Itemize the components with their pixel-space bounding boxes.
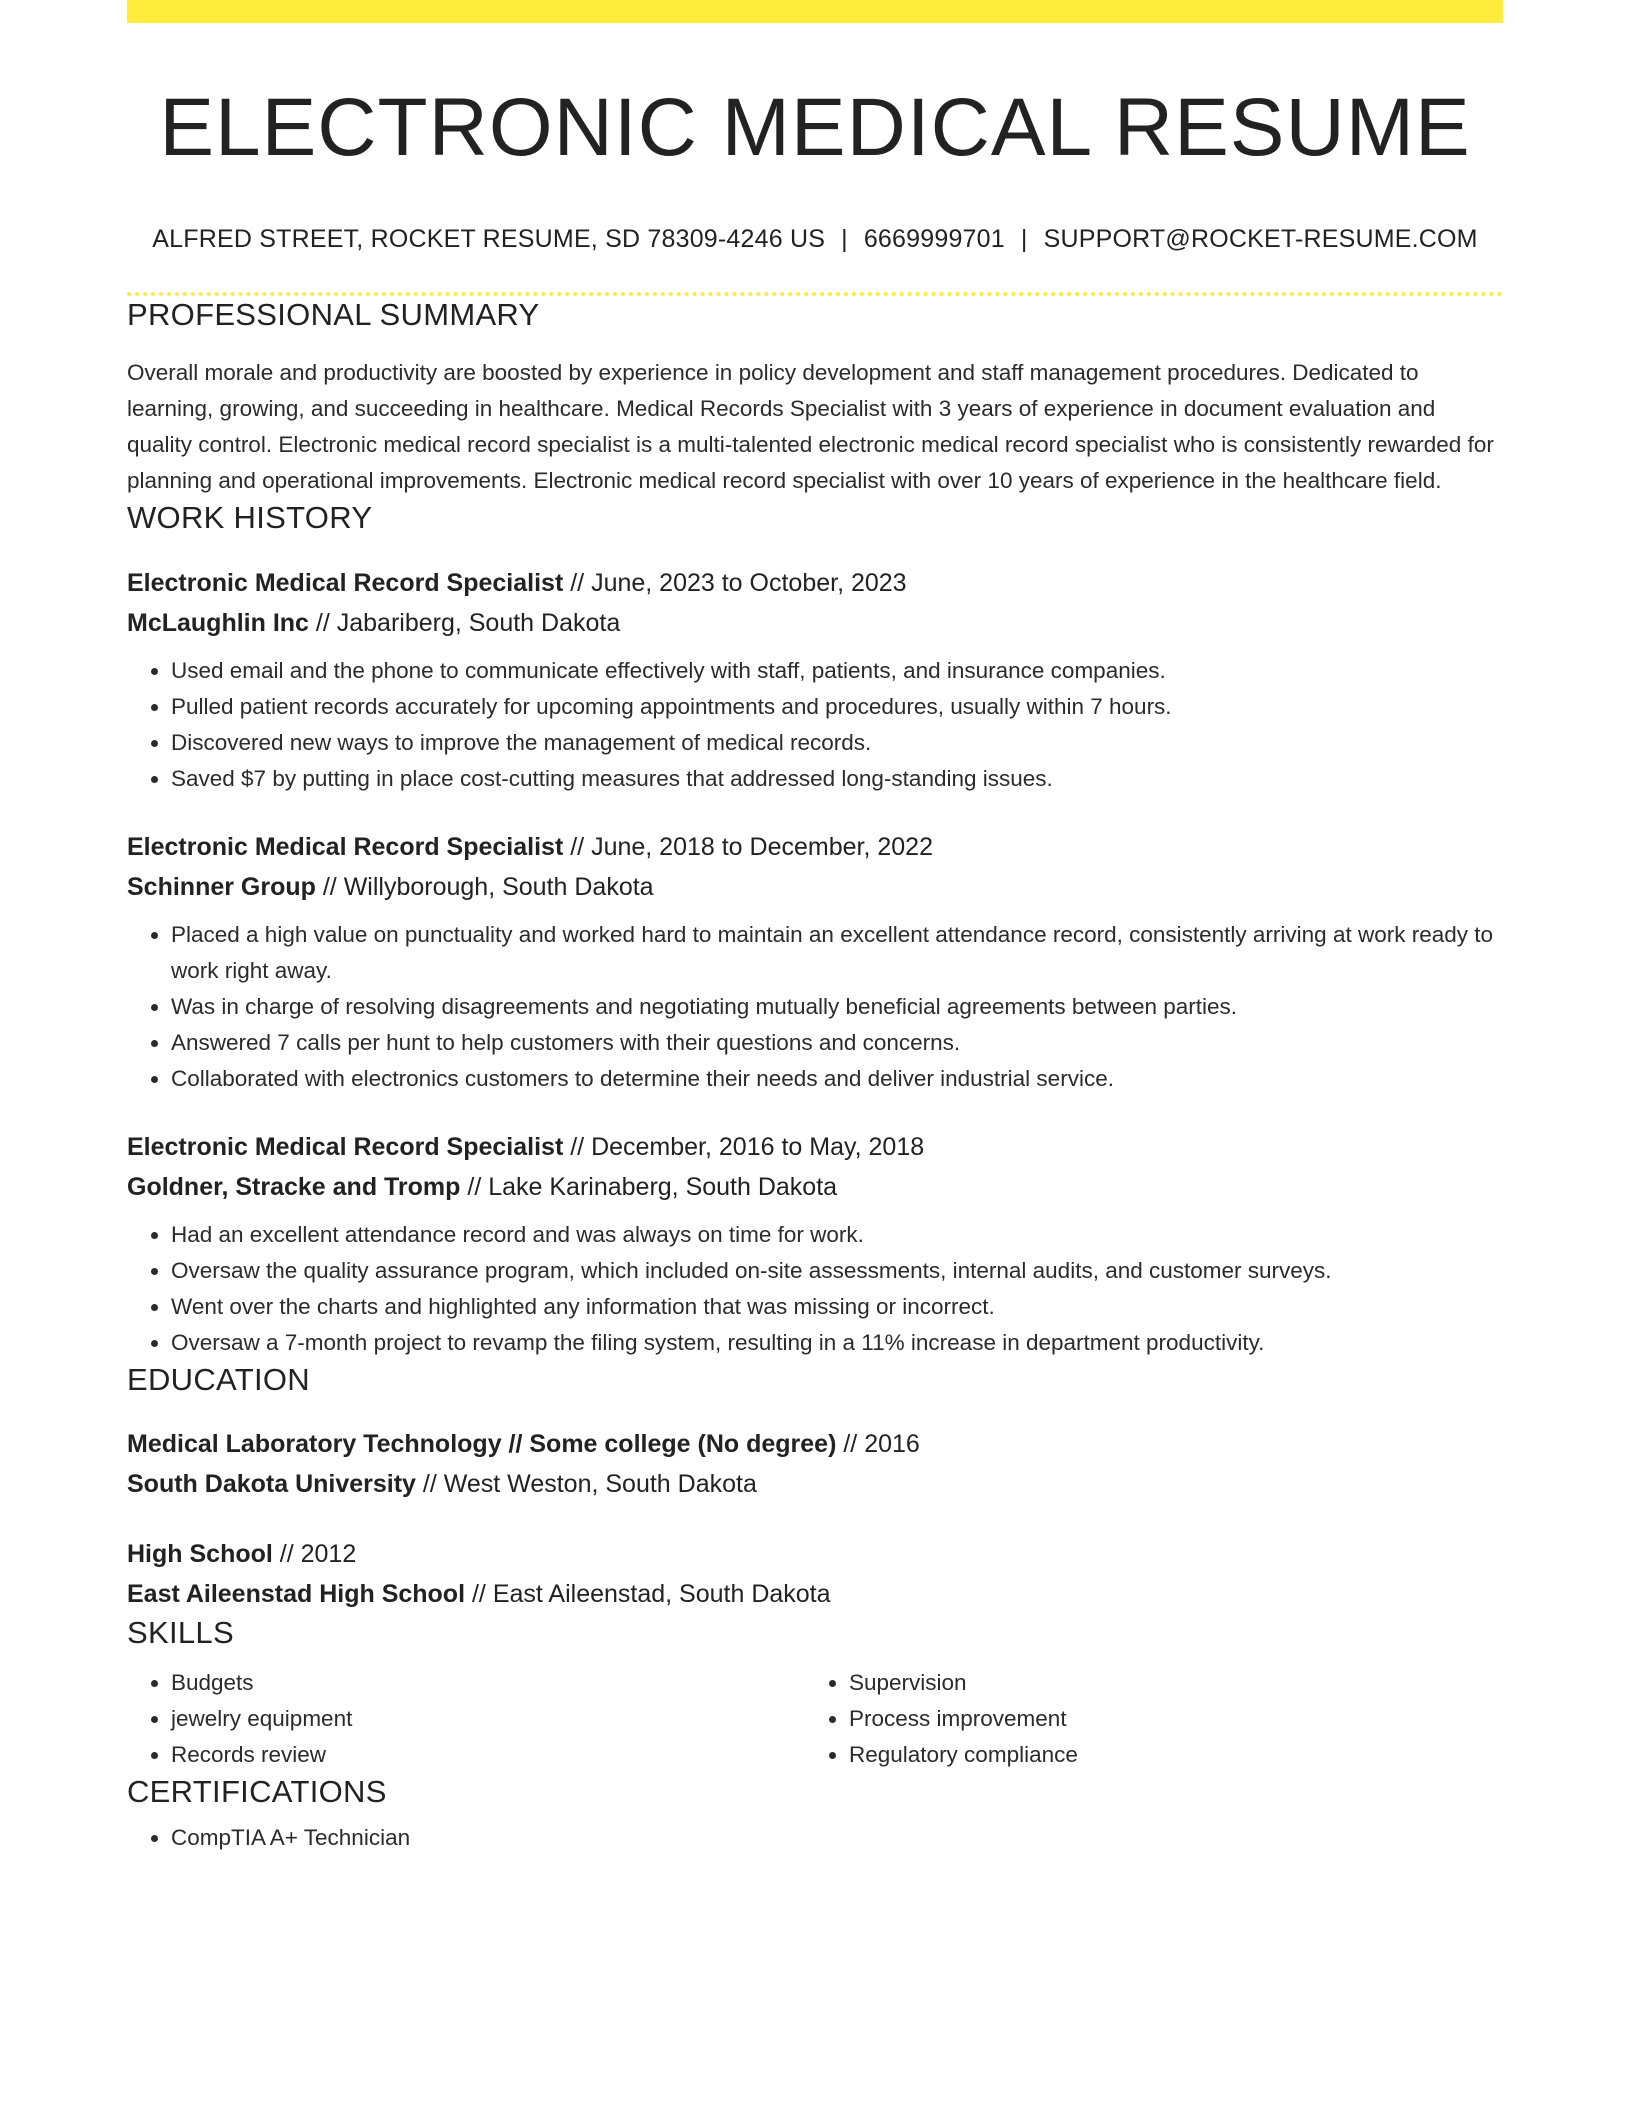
list-item: • Went over the charts and highlighted any information that was missing or incorrect. bbox=[171, 1289, 1503, 1325]
job-entry bbox=[127, 563, 1503, 797]
contact-separator: | bbox=[1020, 225, 1028, 254]
job-location: // Lake Karinaberg, South Dakota bbox=[460, 1172, 838, 1201]
list-item: • Budgets bbox=[171, 1665, 805, 1701]
contact-phone: 6669999701 bbox=[863, 225, 1005, 254]
education-location: // West Weston, South Dakota bbox=[415, 1469, 757, 1498]
job-role: Electronic Medical Record Specialist bbox=[127, 568, 564, 597]
job-entry bbox=[127, 827, 1503, 1097]
education-year: // 2012 bbox=[272, 1539, 357, 1568]
section-title-summary: PROFESSIONAL SUMMARY bbox=[127, 297, 540, 333]
education-school: East Aileenstad High School bbox=[127, 1579, 466, 1608]
job-company-line bbox=[127, 1167, 1503, 1207]
section-title-education: EDUCATION bbox=[127, 1361, 310, 1397]
job-location: // Jabariberg, South Dakota bbox=[308, 608, 621, 637]
skills-column-right bbox=[805, 1665, 1483, 1773]
list-item: • Oversaw the quality assurance program, which included on-site assessments, internal audits, and customer surveys. bbox=[171, 1253, 1503, 1289]
education-school: South Dakota University bbox=[127, 1469, 416, 1498]
list-item: • Collaborated with electronics customers to determine their needs and deliver industrial service. bbox=[171, 1061, 1503, 1097]
resume-name: ELECTRONIC MEDICAL RESUME bbox=[159, 82, 1471, 173]
education-degree: Medical Laboratory Technology // Some college (No degree) bbox=[127, 1429, 837, 1458]
accent-top-bar bbox=[127, 0, 1503, 23]
job-dates: // June, 2023 to October, 2023 bbox=[563, 568, 907, 597]
job-role: Electronic Medical Record Specialist bbox=[127, 832, 564, 861]
list-item: • Answered 7 calls per hunt to help customers with their questions and concerns. bbox=[171, 1025, 1503, 1061]
list-item: • jewelry equipment bbox=[171, 1701, 805, 1737]
education-school-line bbox=[127, 1574, 1503, 1614]
job-dates: // December, 2016 to May, 2018 bbox=[563, 1132, 925, 1161]
job-bullets bbox=[127, 917, 1503, 1097]
list-item: • Saved $7 by putting in place cost-cutting measures that addressed long-standing issues. bbox=[171, 761, 1503, 797]
job-company: Goldner, Stracke and Tromp bbox=[127, 1172, 461, 1201]
list-item: • Was in charge of resolving disagreements and negotiating mutually beneficial agreements between parties. bbox=[171, 989, 1503, 1025]
education-degree-line bbox=[127, 1424, 1503, 1464]
list-item: • Oversaw a 7-month project to revamp the filing system, resulting in a 11% increase in department productivity. bbox=[171, 1325, 1503, 1361]
contact-line bbox=[127, 225, 1503, 254]
certifications-list bbox=[127, 1820, 1503, 1856]
job-title-line bbox=[127, 563, 1503, 603]
job-bullets bbox=[127, 653, 1503, 797]
section-title-certifications: CERTIFICATIONS bbox=[127, 1773, 387, 1809]
contact-address: ALFRED STREET, ROCKET RESUME, SD 78309-4246 US bbox=[152, 225, 826, 254]
education-year: // 2016 bbox=[836, 1429, 920, 1458]
education-entry bbox=[127, 1424, 1503, 1504]
list-item: • Discovered new ways to improve the management of medical records. bbox=[171, 725, 1503, 761]
list-item: • Pulled patient records accurately for upcoming appointments and procedures, usually within 7 hours. bbox=[171, 689, 1503, 725]
list-item: • Process improvement bbox=[849, 1701, 1483, 1737]
skills-column-left bbox=[127, 1665, 805, 1773]
job-title-line bbox=[127, 827, 1503, 867]
contact-email: SUPPORT@ROCKET-RESUME.COM bbox=[1043, 225, 1478, 254]
list-item: • Records review bbox=[171, 1737, 805, 1773]
education-degree-line bbox=[127, 1534, 1503, 1574]
job-entry bbox=[127, 1127, 1503, 1361]
list-item: • Supervision bbox=[849, 1665, 1483, 1701]
section-title-skills: SKILLS bbox=[127, 1614, 234, 1650]
contact-separator: | bbox=[841, 225, 848, 254]
job-dates: // June, 2018 to December, 2022 bbox=[563, 832, 933, 861]
job-company: McLaughlin Inc bbox=[127, 608, 309, 637]
job-role: Electronic Medical Record Specialist bbox=[127, 1132, 564, 1161]
job-location: // Willyborough, South Dakota bbox=[315, 872, 654, 901]
job-company-line bbox=[127, 867, 1503, 907]
job-title-line bbox=[127, 1127, 1503, 1167]
list-item: • Placed a high value on punctuality and worked hard to maintain an excellent attendance record, consistently arriving at work ready to work right away. bbox=[171, 917, 1503, 989]
skills-grid bbox=[127, 1665, 1503, 1773]
list-item: • Used email and the phone to communicate effectively with staff, patients, and insurance companies. bbox=[171, 653, 1503, 689]
education-degree: High School bbox=[127, 1539, 273, 1568]
list-item: • Had an excellent attendance record and was always on time for work. bbox=[171, 1217, 1503, 1253]
summary-text: Overall morale and productivity are boosted by experience in policy development and staff management procedures. Dedicated to learning, growing, and succeeding in healthcare. Medical Records Specialist with 3 years of experience in document evaluation and quality control. Electronic medical record specialist is a multi-talented electronic medical record specialist who is consistently rewarded for planning and operational improvements. Electronic medical record specialist with over 10 years of experience in the healthcare field. bbox=[127, 360, 1494, 494]
job-company: Schinner Group bbox=[127, 872, 316, 901]
list-item: • Regulatory compliance bbox=[849, 1737, 1483, 1773]
list-item: • CompTIA A+ Technician bbox=[171, 1820, 1503, 1856]
education-entry bbox=[127, 1534, 1503, 1614]
job-company-line bbox=[127, 603, 1503, 643]
section-title-work-history: WORK HISTORY bbox=[127, 500, 373, 536]
education-location: // East Aileenstad, South Dakota bbox=[465, 1579, 831, 1608]
resume-page bbox=[127, 0, 1503, 1856]
job-bullets bbox=[127, 1217, 1503, 1361]
education-school-line bbox=[127, 1464, 1503, 1504]
